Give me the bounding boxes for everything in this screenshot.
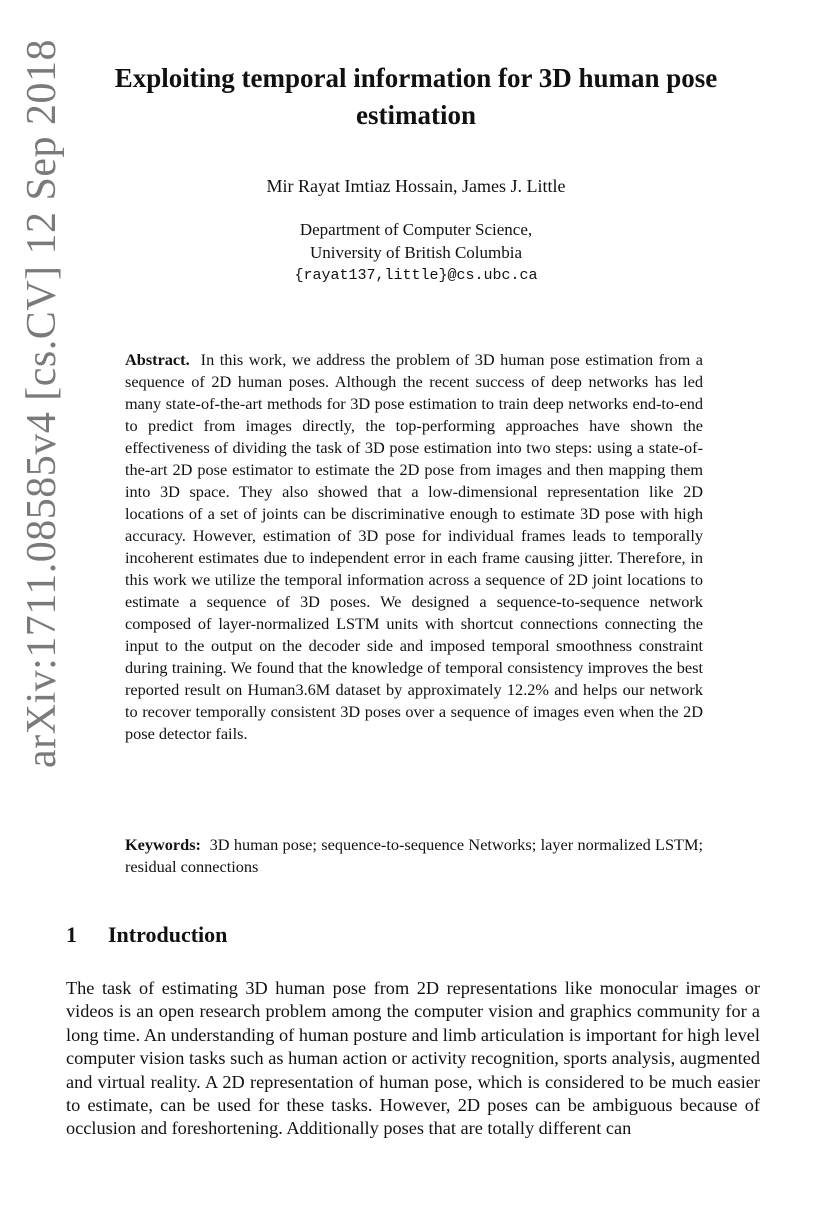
keywords-label: Keywords: (125, 835, 201, 854)
abstract (125, 349, 703, 745)
author-email: {rayat137,little}@cs.ubc.ca (294, 267, 538, 284)
paper-title: Exploiting temporal information for 3D human pose estimation (114, 63, 718, 130)
section-heading (66, 922, 756, 948)
author-list: Mir Rayat Imtiaz Hossain, James J. Little (266, 176, 566, 196)
keywords (125, 834, 703, 878)
section-title: Introduction (108, 922, 228, 947)
affiliation-university: University of British Columbia (309, 243, 523, 262)
section-number: 1 (66, 922, 77, 947)
keywords-text: 3D human pose; sequence-to-sequence Networks; layer normalized LSTM; residual connections (125, 835, 704, 876)
arxiv-identifier: arXiv:1711.08585v4 [cs.CV] 12 Sep 2018 (19, 38, 65, 768)
abstract-label: Abstract. (125, 350, 190, 369)
affiliation-department: Department of Computer Science, (299, 220, 533, 239)
abstract-text: In this work, we address the problem of 3D human pose estimation from a sequence of 2D human poses. Although the recent success of deep networks has led many state-of-the-art methods for 3D pose estimation to train deep networks end-to-end to predict from images directly, the top-performing approaches have shown the effectiveness of dividing the task of 3D pose estimation into two steps: using a state-of-the-art 2D pose estimator to estimate the 2D pose from images and then mapping them into 3D space. They also showed that a low-dimensional representation like 2D locations of a set of joints can be discriminative enough to estimate 3D pose with high accuracy. However, estimation of 3D pose for individual frames leads to temporally incoherent estimates due to independent error in each frame causing jitter. Therefore, in this work we utilize the temporal information across a sequence of 2D joint locations to estimate a sequence of 3D poses. We designed a sequence-to-sequence network composed of layer-normalized LSTM units with shortcut connections connecting the input to the output on the decoder side and imposed temporal smoothness constraint during training. We found that the knowledge of temporal consistency improves the best reported result on Human3.6M dataset by approximately 12.2% and helps our network to recover temporally consistent 3D poses over a sequence of images even when the 2D pose detector fails. (125, 350, 704, 743)
introduction-paragraph: The task of estimating 3D human pose from 2D representations like monocular images or videos is an open research problem among the computer vision and graphics community for a long time. An understanding of human posture and limb articulation is important for high level computer vision tasks such as human action or activity recognition, sports analysis, augmented and virtual reality. A 2D representation of human pose, which is considered to be much easier to estimate, can be used for these tasks. However, 2D poses can be ambiguous because of occlusion and foreshortening. Additionally poses that are totally different can (66, 978, 760, 1139)
affiliation-block (72, 218, 760, 287)
